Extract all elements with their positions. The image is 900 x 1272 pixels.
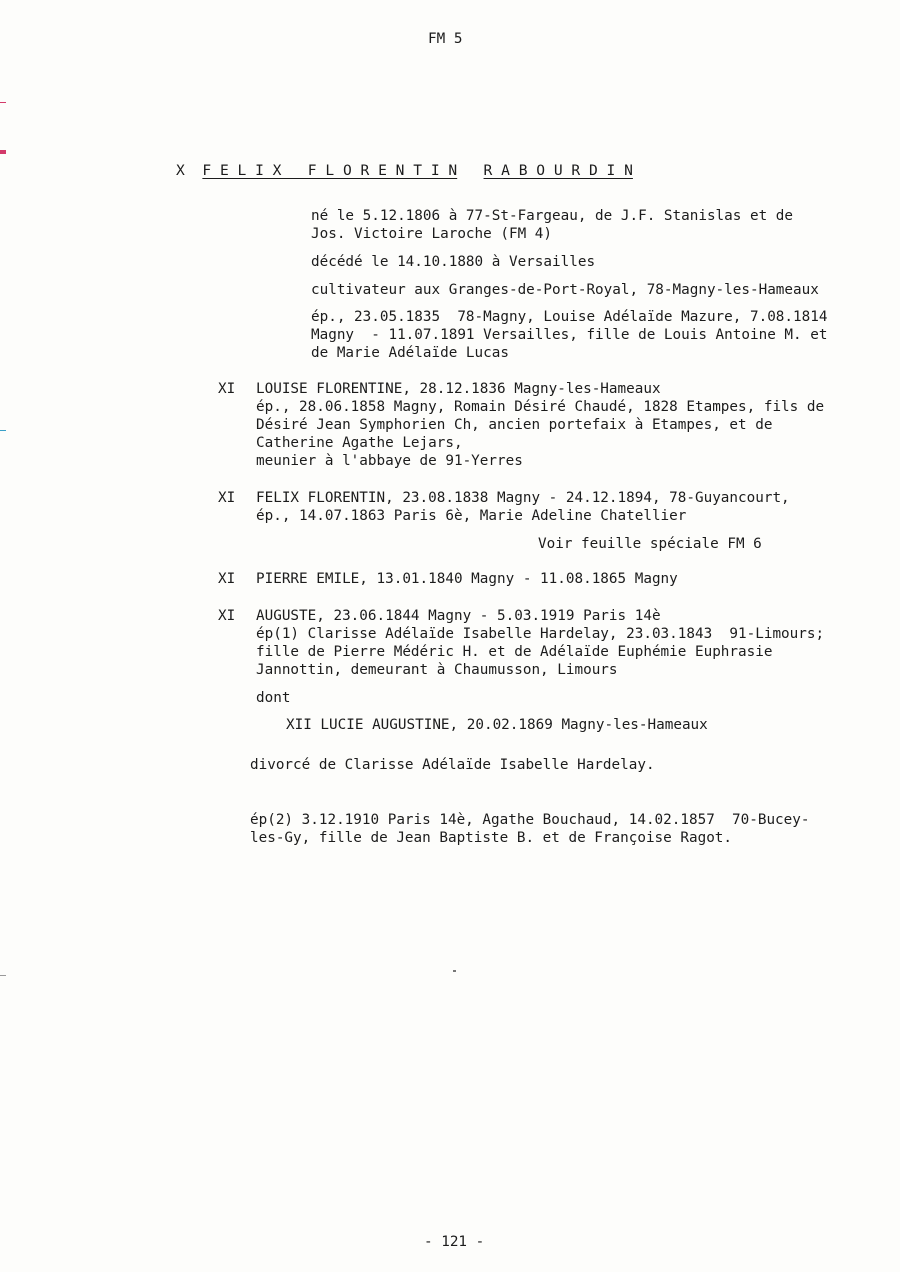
child-line: LOUISE FLORENTINE, 28.12.1836 Magny-les-Hameaux — [256, 381, 661, 397]
birth-line-2: Jos. Victoire Laroche (FM 4) — [311, 226, 553, 242]
second-marriage-line-1: ép(2) 3.12.1910 Paris 14è, Agathe Bouchaud, 14.02.1857 70-Bucey- — [250, 812, 810, 828]
death-line: décédé le 14.10.1880 à Versailles — [311, 254, 596, 270]
grandchild-line: XII LUCIE AUGUSTINE, 20.02.1869 Magny-les-Hameaux — [286, 717, 708, 733]
person-title — [176, 162, 633, 180]
page-number: - 121 - — [424, 1234, 485, 1250]
scan-mark — [0, 975, 6, 976]
child-line: ép(1) Clarisse Adélaïde Isabelle Hardelay, 23.03.1843 91-Limours; — [256, 626, 825, 642]
child-generation: XI — [218, 608, 236, 624]
child-line: ép., 28.06.1858 Magny, Romain Désiré Chaudé, 1828 Etampes, fils de — [256, 399, 825, 415]
child-line: FELIX FLORENTIN, 23.08.1838 Magny - 24.12.1894, 78-Guyancourt, — [256, 490, 790, 506]
generation-label: X — [176, 162, 185, 179]
child-line: Catherine Agathe Lejars, — [256, 435, 463, 451]
child-line: Jannottin, demeurant à Chaumusson, Limours — [256, 662, 618, 678]
dont-label: dont — [256, 690, 291, 706]
child-line: AUGUSTE, 23.06.1844 Magny - 5.03.1919 Paris 14è — [256, 608, 661, 624]
second-marriage-line-2: les-Gy, fille de Jean Baptiste B. et de Françoise Ragot. — [250, 830, 733, 846]
child-line: PIERRE EMILE, 13.01.1840 Magny - 11.08.1865 Magny — [256, 571, 678, 587]
sheet-code: FM 5 — [428, 31, 463, 47]
child-generation: XI — [218, 490, 236, 506]
child-generation: XI — [218, 381, 236, 397]
birth-line-1: né le 5.12.1806 à 77-St-Fargeau, de J.F. Stanislas et de — [311, 208, 794, 224]
see-also-note: Voir feuille spéciale FM 6 — [538, 536, 762, 552]
first-names: F E L I X F L O R E N T I N — [202, 162, 458, 179]
child-line: ép., 14.07.1863 Paris 6è, Marie Adeline Chatellier — [256, 508, 687, 524]
scan-mark — [0, 430, 6, 431]
divorce-line: divorcé de Clarisse Adélaïde Isabelle Hardelay. — [250, 757, 655, 773]
marriage-line-3: de Marie Adélaïde Lucas — [311, 345, 509, 361]
child-line: fille de Pierre Médéric H. et de Adélaïde Euphémie Euphrasie — [256, 644, 773, 660]
child-line: meunier à l'abbaye de 91-Yerres — [256, 453, 523, 469]
marriage-line-2: Magny - 11.07.1891 Versailles, fille de Louis Antoine M. et — [311, 327, 828, 343]
occupation-line: cultivateur aux Granges-de-Port-Royal, 78-Magny-les-Hameaux — [311, 282, 819, 298]
scan-mark — [0, 150, 6, 154]
scan-mark — [0, 102, 6, 103]
surname: R A B O U R D I N — [483, 162, 633, 179]
child-line: Désiré Jean Symphorien Ch, ancien portefaix à Etampes, et de — [256, 417, 773, 433]
marriage-line-1: ép., 23.05.1835 78-Magny, Louise Adélaïde Mazure, 7.08.1814 — [311, 309, 828, 325]
scan-speck — [453, 970, 456, 972]
child-generation: XI — [218, 571, 236, 587]
